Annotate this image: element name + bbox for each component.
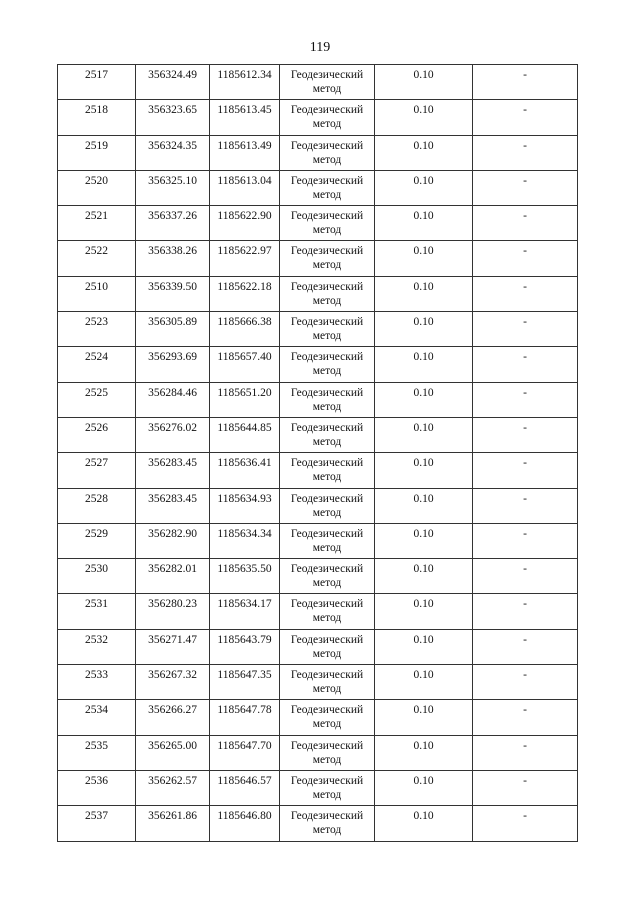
x-coordinate-cell-text: 356267.32	[148, 669, 197, 682]
x-coordinate-cell-text: 356266.27	[148, 704, 197, 717]
x-coordinate-cell	[136, 312, 210, 347]
note-cell	[473, 276, 578, 311]
accuracy-cell	[375, 806, 473, 841]
x-coordinate-cell	[136, 629, 210, 664]
accuracy-cell	[375, 523, 473, 558]
y-coordinate-cell	[210, 100, 280, 135]
note-cell-text: -	[523, 563, 527, 576]
accuracy-cell-text: 0.10	[413, 669, 434, 682]
point-number-cell	[58, 559, 136, 594]
note-cell-text: -	[523, 351, 527, 364]
method-cell-text: Геодезический метод	[290, 457, 364, 484]
note-cell	[473, 312, 578, 347]
table-row	[58, 806, 578, 841]
note-cell	[473, 417, 578, 452]
accuracy-cell	[375, 594, 473, 629]
method-cell-text: Геодезический метод	[290, 598, 364, 625]
point-number-cell-text: 2523	[85, 316, 108, 329]
y-coordinate-cell-text: 1185647.70	[217, 739, 272, 752]
method-cell-text: Геодезический метод	[290, 704, 364, 731]
point-number-cell-text: 2535	[85, 739, 108, 752]
note-cell	[473, 135, 578, 170]
y-coordinate-cell-text: 1185651.20	[217, 386, 272, 399]
y-coordinate-cell	[210, 276, 280, 311]
table-row	[58, 65, 578, 100]
note-cell	[473, 65, 578, 100]
x-coordinate-cell	[136, 453, 210, 488]
note-cell-text: -	[523, 386, 527, 399]
point-number-cell	[58, 806, 136, 841]
method-cell-text: Геодезический метод	[290, 245, 364, 272]
x-coordinate-cell-text: 356323.65	[148, 104, 197, 117]
method-cell	[280, 206, 375, 241]
coordinates-table	[57, 64, 578, 842]
point-number-cell-text: 2520	[85, 174, 108, 187]
accuracy-cell	[375, 276, 473, 311]
x-coordinate-cell	[136, 170, 210, 205]
x-coordinate-cell-text: 356339.50	[148, 280, 197, 293]
point-number-cell-text: 2518	[85, 104, 108, 117]
x-coordinate-cell-text: 356305.89	[148, 316, 197, 329]
note-cell	[473, 170, 578, 205]
y-coordinate-cell-text: 1185643.79	[217, 633, 272, 646]
accuracy-cell	[375, 417, 473, 452]
x-coordinate-cell	[136, 206, 210, 241]
x-coordinate-cell-text: 356338.26	[148, 245, 197, 258]
table-row	[58, 100, 578, 135]
accuracy-cell-text: 0.10	[413, 351, 434, 364]
method-cell	[280, 806, 375, 841]
accuracy-cell	[375, 170, 473, 205]
accuracy-cell-text: 0.10	[413, 210, 434, 223]
accuracy-cell-text: 0.10	[413, 104, 434, 117]
y-coordinate-cell-text: 1185647.35	[217, 669, 272, 682]
note-cell-text: -	[523, 492, 527, 505]
method-cell	[280, 65, 375, 100]
method-cell-text: Геодезический метод	[290, 810, 364, 837]
accuracy-cell-text: 0.10	[413, 527, 434, 540]
accuracy-cell-text: 0.10	[413, 174, 434, 187]
x-coordinate-cell-text: 356271.47	[148, 633, 197, 646]
point-number-cell-text: 2537	[85, 810, 108, 823]
accuracy-cell-text: 0.10	[413, 421, 434, 434]
method-cell	[280, 488, 375, 523]
y-coordinate-cell	[210, 417, 280, 452]
accuracy-cell-text: 0.10	[413, 704, 434, 717]
table-row	[58, 735, 578, 770]
table-row	[58, 135, 578, 170]
y-coordinate-cell	[210, 488, 280, 523]
note-cell	[473, 523, 578, 558]
y-coordinate-cell-text: 1185613.04	[217, 174, 272, 187]
point-number-cell-text: 2524	[85, 351, 108, 364]
accuracy-cell-text: 0.10	[413, 810, 434, 823]
accuracy-cell-text: 0.10	[413, 386, 434, 399]
table-row	[58, 347, 578, 382]
point-number-cell	[58, 488, 136, 523]
method-cell	[280, 665, 375, 700]
note-cell	[473, 100, 578, 135]
x-coordinate-cell-text: 356282.01	[148, 563, 197, 576]
note-cell-text: -	[523, 245, 527, 258]
accuracy-cell	[375, 65, 473, 100]
method-cell	[280, 417, 375, 452]
y-coordinate-cell	[210, 559, 280, 594]
accuracy-cell-text: 0.10	[413, 280, 434, 293]
accuracy-cell-text: 0.10	[413, 69, 434, 81]
note-cell-text: -	[523, 139, 527, 152]
y-coordinate-cell	[210, 594, 280, 629]
point-number-cell-text: 2533	[85, 669, 108, 682]
y-coordinate-cell-text: 1185646.57	[217, 774, 272, 787]
point-number-cell-text: 2534	[85, 704, 108, 717]
y-coordinate-cell-text: 1185657.40	[217, 351, 272, 364]
note-cell-text: -	[523, 69, 527, 81]
y-coordinate-cell-text: 1185634.93	[217, 492, 272, 505]
y-coordinate-cell	[210, 135, 280, 170]
accuracy-cell	[375, 100, 473, 135]
point-number-cell-text: 2526	[85, 421, 108, 434]
y-coordinate-cell-text: 1185613.45	[217, 104, 272, 117]
note-cell-text: -	[523, 739, 527, 752]
table-body	[58, 65, 578, 842]
accuracy-cell-text: 0.10	[413, 598, 434, 611]
method-cell-text: Геодезический метод	[290, 280, 364, 307]
note-cell	[473, 488, 578, 523]
point-number-cell	[58, 700, 136, 735]
accuracy-cell	[375, 206, 473, 241]
point-number-cell-text: 2530	[85, 563, 108, 576]
y-coordinate-cell-text: 1185612.34	[217, 69, 272, 81]
point-number-cell	[58, 347, 136, 382]
y-coordinate-cell-text: 1185634.17	[217, 598, 272, 611]
point-number-cell-text: 2522	[85, 245, 108, 258]
x-coordinate-cell-text: 356265.00	[148, 739, 197, 752]
point-number-cell-text: 2517	[85, 69, 108, 81]
note-cell	[473, 735, 578, 770]
point-number-cell-text: 2529	[85, 527, 108, 540]
x-coordinate-cell	[136, 735, 210, 770]
accuracy-cell	[375, 347, 473, 382]
table-row	[58, 629, 578, 664]
y-coordinate-cell	[210, 665, 280, 700]
point-number-cell	[58, 453, 136, 488]
y-coordinate-cell-text: 1185636.41	[217, 457, 272, 470]
accuracy-cell-text: 0.10	[413, 492, 434, 505]
y-coordinate-cell-text: 1185622.90	[217, 210, 272, 223]
point-number-cell	[58, 241, 136, 276]
y-coordinate-cell	[210, 453, 280, 488]
x-coordinate-cell	[136, 65, 210, 100]
method-cell	[280, 735, 375, 770]
point-number-cell	[58, 170, 136, 205]
x-coordinate-cell	[136, 276, 210, 311]
x-coordinate-cell	[136, 700, 210, 735]
method-cell-text: Геодезический метод	[290, 139, 364, 166]
point-number-cell	[58, 206, 136, 241]
point-number-cell	[58, 276, 136, 311]
method-cell	[280, 629, 375, 664]
table-row	[58, 665, 578, 700]
note-cell-text: -	[523, 810, 527, 823]
note-cell	[473, 382, 578, 417]
method-cell-text: Геодезический метод	[290, 421, 364, 448]
point-number-cell-text: 2521	[85, 210, 108, 223]
method-cell-text: Геодезический метод	[290, 210, 364, 237]
note-cell-text: -	[523, 210, 527, 223]
page-number: 119	[309, 40, 331, 55]
method-cell	[280, 312, 375, 347]
x-coordinate-cell	[136, 417, 210, 452]
y-coordinate-cell	[210, 629, 280, 664]
method-cell-text: Геодезический метод	[290, 739, 364, 766]
point-number-cell	[58, 594, 136, 629]
method-cell	[280, 135, 375, 170]
accuracy-cell	[375, 665, 473, 700]
accuracy-cell-text: 0.10	[413, 457, 434, 470]
accuracy-cell	[375, 770, 473, 805]
note-cell	[473, 347, 578, 382]
point-number-cell	[58, 312, 136, 347]
method-cell	[280, 241, 375, 276]
point-number-cell-text: 2532	[85, 633, 108, 646]
note-cell-text: -	[523, 421, 527, 434]
point-number-cell	[58, 100, 136, 135]
accuracy-cell-text: 0.10	[413, 139, 434, 152]
note-cell-text: -	[523, 527, 527, 540]
point-number-cell	[58, 735, 136, 770]
note-cell	[473, 594, 578, 629]
x-coordinate-cell-text: 356324.35	[148, 139, 197, 152]
accuracy-cell	[375, 735, 473, 770]
note-cell-text: -	[523, 704, 527, 717]
note-cell-text: -	[523, 457, 527, 470]
note-cell-text: -	[523, 598, 527, 611]
method-cell-text: Геодезический метод	[290, 669, 364, 696]
y-coordinate-cell-text: 1185647.78	[217, 704, 272, 717]
table-row	[58, 206, 578, 241]
note-cell	[473, 700, 578, 735]
accuracy-cell-text: 0.10	[413, 316, 434, 329]
method-cell	[280, 170, 375, 205]
y-coordinate-cell-text: 1185622.18	[217, 280, 272, 293]
x-coordinate-cell-text: 356324.49	[148, 69, 197, 81]
accuracy-cell-text: 0.10	[413, 774, 434, 787]
method-cell-text: Геодезический метод	[290, 174, 364, 201]
method-cell-text: Геодезический метод	[290, 104, 364, 131]
point-number-cell-text: 2531	[85, 598, 108, 611]
accuracy-cell	[375, 559, 473, 594]
method-cell-text: Геодезический метод	[290, 633, 364, 660]
accuracy-cell	[375, 453, 473, 488]
y-coordinate-cell	[210, 347, 280, 382]
table-row	[58, 276, 578, 311]
y-coordinate-cell-text: 1185613.49	[217, 139, 272, 152]
method-cell	[280, 453, 375, 488]
y-coordinate-cell-text: 1185644.85	[217, 421, 272, 434]
y-coordinate-cell	[210, 770, 280, 805]
point-number-cell	[58, 523, 136, 558]
point-number-cell	[58, 770, 136, 805]
method-cell	[280, 347, 375, 382]
method-cell	[280, 770, 375, 805]
note-cell	[473, 559, 578, 594]
note-cell	[473, 241, 578, 276]
table-row	[58, 770, 578, 805]
note-cell-text: -	[523, 316, 527, 329]
point-number-cell	[58, 417, 136, 452]
point-number-cell-text: 2525	[85, 386, 108, 399]
table-row	[58, 312, 578, 347]
x-coordinate-cell-text: 356280.23	[148, 598, 197, 611]
note-cell-text: -	[523, 633, 527, 646]
method-cell	[280, 594, 375, 629]
accuracy-cell	[375, 241, 473, 276]
y-coordinate-cell	[210, 65, 280, 100]
table-row	[58, 417, 578, 452]
note-cell-text: -	[523, 280, 527, 293]
point-number-cell-text: 2510	[85, 280, 108, 293]
accuracy-cell-text: 0.10	[413, 739, 434, 752]
x-coordinate-cell-text: 356293.69	[148, 351, 197, 364]
point-number-cell	[58, 382, 136, 417]
x-coordinate-cell-text: 356276.02	[148, 421, 197, 434]
note-cell	[473, 629, 578, 664]
accuracy-cell	[375, 488, 473, 523]
y-coordinate-cell	[210, 700, 280, 735]
method-cell	[280, 382, 375, 417]
y-coordinate-cell	[210, 735, 280, 770]
point-number-cell-text: 2536	[85, 774, 108, 787]
y-coordinate-cell	[210, 312, 280, 347]
x-coordinate-cell-text: 356282.90	[148, 527, 197, 540]
table-row	[58, 488, 578, 523]
table-row	[58, 594, 578, 629]
x-coordinate-cell-text: 356262.57	[148, 774, 197, 787]
x-coordinate-cell-text: 356283.45	[148, 457, 197, 470]
y-coordinate-cell-text: 1185666.38	[217, 316, 272, 329]
note-cell	[473, 453, 578, 488]
accuracy-cell	[375, 700, 473, 735]
note-cell	[473, 770, 578, 805]
accuracy-cell	[375, 312, 473, 347]
method-cell-text: Геодезический метод	[290, 316, 364, 343]
method-cell-text: Геодезический метод	[290, 386, 364, 413]
x-coordinate-cell	[136, 523, 210, 558]
table-row	[58, 700, 578, 735]
accuracy-cell	[375, 135, 473, 170]
y-coordinate-cell	[210, 382, 280, 417]
note-cell-text: -	[523, 104, 527, 117]
point-number-cell-text: 2519	[85, 139, 108, 152]
note-cell-text: -	[523, 774, 527, 787]
method-cell	[280, 559, 375, 594]
y-coordinate-cell	[210, 206, 280, 241]
table-row	[58, 523, 578, 558]
x-coordinate-cell	[136, 135, 210, 170]
x-coordinate-cell	[136, 559, 210, 594]
method-cell	[280, 523, 375, 558]
accuracy-cell-text: 0.10	[413, 563, 434, 576]
accuracy-cell-text: 0.10	[413, 633, 434, 646]
x-coordinate-cell	[136, 100, 210, 135]
accuracy-cell	[375, 629, 473, 664]
method-cell	[280, 700, 375, 735]
note-cell	[473, 206, 578, 241]
y-coordinate-cell-text: 1185622.97	[217, 245, 272, 258]
table-row	[58, 559, 578, 594]
x-coordinate-cell	[136, 806, 210, 841]
method-cell	[280, 100, 375, 135]
method-cell-text: Геодезический метод	[290, 527, 364, 554]
y-coordinate-cell	[210, 806, 280, 841]
x-coordinate-cell-text: 356337.26	[148, 210, 197, 223]
x-coordinate-cell	[136, 665, 210, 700]
method-cell-text: Геодезический метод	[290, 492, 364, 519]
accuracy-cell-text: 0.10	[413, 245, 434, 258]
point-number-cell-text: 2527	[85, 457, 108, 470]
y-coordinate-cell	[210, 241, 280, 276]
y-coordinate-cell	[210, 523, 280, 558]
table-row	[58, 170, 578, 205]
y-coordinate-cell-text: 1185646.80	[217, 810, 272, 823]
table-row	[58, 453, 578, 488]
method-cell-text: Геодезический метод	[290, 351, 364, 378]
point-number-cell	[58, 665, 136, 700]
point-number-cell-text: 2528	[85, 492, 108, 505]
x-coordinate-cell	[136, 382, 210, 417]
method-cell-text: Геодезический метод	[290, 563, 364, 590]
note-cell	[473, 806, 578, 841]
table-row	[58, 382, 578, 417]
accuracy-cell	[375, 382, 473, 417]
y-coordinate-cell-text: 1185634.34	[217, 527, 272, 540]
note-cell-text: -	[523, 669, 527, 682]
x-coordinate-cell	[136, 241, 210, 276]
method-cell-text: Геодезический метод	[290, 774, 364, 801]
y-coordinate-cell	[210, 170, 280, 205]
x-coordinate-cell	[136, 347, 210, 382]
point-number-cell	[58, 65, 136, 100]
x-coordinate-cell	[136, 488, 210, 523]
x-coordinate-cell-text: 356325.10	[148, 174, 197, 187]
x-coordinate-cell-text: 356261.86	[148, 810, 197, 823]
x-coordinate-cell	[136, 770, 210, 805]
point-number-cell	[58, 135, 136, 170]
method-cell-text: Геодезический метод	[290, 69, 364, 95]
method-cell	[280, 276, 375, 311]
note-cell-text: -	[523, 174, 527, 187]
note-cell	[473, 665, 578, 700]
x-coordinate-cell-text: 356283.45	[148, 492, 197, 505]
x-coordinate-cell-text: 356284.46	[148, 386, 197, 399]
table-row	[58, 241, 578, 276]
x-coordinate-cell	[136, 594, 210, 629]
point-number-cell	[58, 629, 136, 664]
y-coordinate-cell-text: 1185635.50	[217, 563, 272, 576]
